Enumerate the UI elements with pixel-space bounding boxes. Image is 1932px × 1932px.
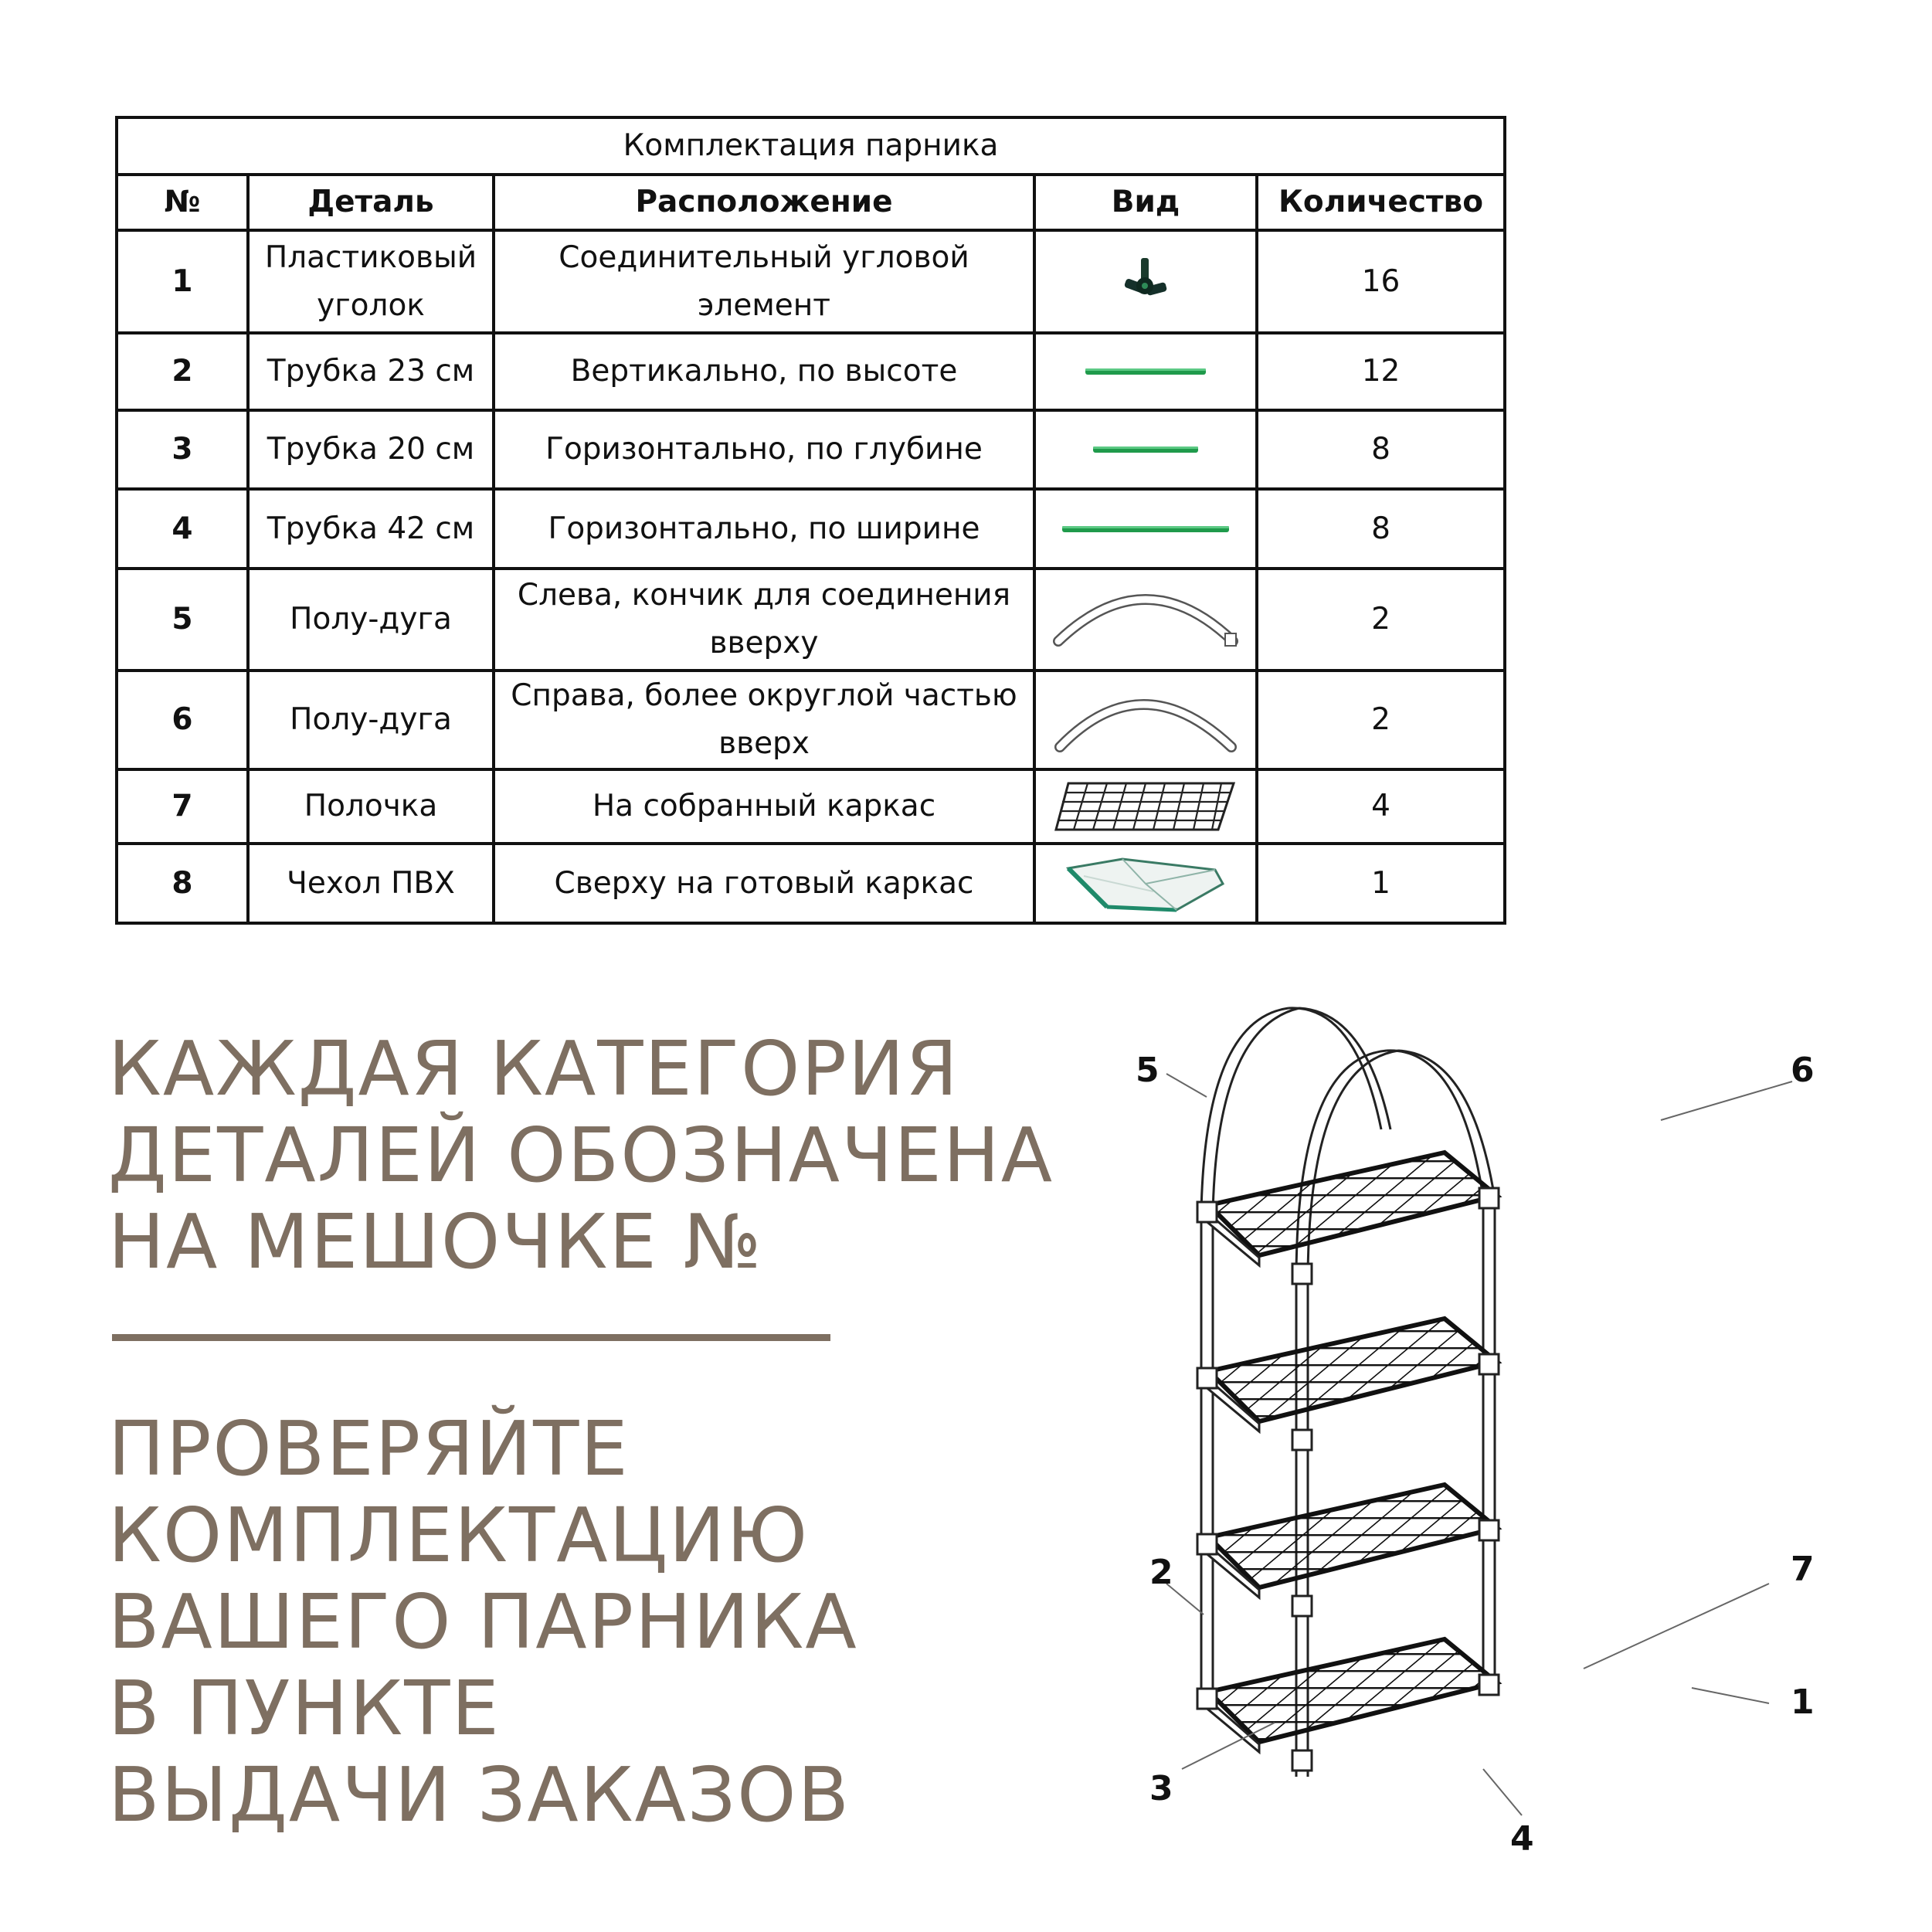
table-row bbox=[117, 333, 1505, 410]
row-location: Справа, более округлой частью вверх bbox=[494, 671, 1034, 769]
row-part: Полочка bbox=[248, 769, 494, 844]
pvc-cover-icon bbox=[1061, 853, 1231, 915]
row-view bbox=[1034, 671, 1257, 769]
row-qty: 8 bbox=[1257, 410, 1505, 489]
row-num: 8 bbox=[117, 844, 248, 923]
row-num: 3 bbox=[117, 410, 248, 489]
row-num: 6 bbox=[117, 671, 248, 769]
row-location: Слева, кончик для соединения вверху bbox=[494, 569, 1034, 671]
divider bbox=[112, 1334, 830, 1341]
notice-body: ПРОВЕРЯЙТЕ КОМПЛЕКТАЦИЮ ВАШЕГО ПАРНИКА В ПУНКТЕ ВЫДАЧИ ЗАКАЗОВ bbox=[108, 1405, 858, 1839]
callout-5: 5 bbox=[1136, 1051, 1160, 1090]
row-part: Полу-дуга bbox=[248, 569, 494, 671]
green-tube-icon bbox=[1092, 444, 1200, 455]
parts-table bbox=[115, 116, 1506, 925]
row-location: На собранный каркас bbox=[494, 769, 1034, 844]
row-view bbox=[1034, 844, 1257, 923]
row-num: 1 bbox=[117, 230, 248, 333]
row-part: Трубка 23 см bbox=[248, 333, 494, 410]
table-row bbox=[117, 489, 1505, 569]
table-caption: Комплектация парника bbox=[117, 117, 1505, 175]
header-qty: Количество bbox=[1257, 175, 1505, 230]
row-part: Чехол ПВХ bbox=[248, 844, 494, 923]
row-location: Горизонтально, по ширине bbox=[494, 489, 1034, 569]
callout-6: 6 bbox=[1791, 1051, 1815, 1090]
header-part: Деталь bbox=[248, 175, 494, 230]
row-qty: 1 bbox=[1257, 844, 1505, 923]
row-qty: 16 bbox=[1257, 230, 1505, 333]
table-row bbox=[117, 769, 1505, 844]
greenhouse-diagram bbox=[1120, 973, 1839, 1869]
header-num: № bbox=[117, 175, 248, 230]
row-part: Пластиковый уголок bbox=[248, 230, 494, 333]
half-arc-icon bbox=[1049, 684, 1242, 757]
shelf bbox=[1204, 1485, 1497, 1598]
callout-3: 3 bbox=[1149, 1769, 1173, 1808]
green-tube-icon bbox=[1061, 524, 1231, 535]
callout-1: 1 bbox=[1791, 1682, 1815, 1722]
row-qty: 2 bbox=[1257, 569, 1505, 671]
callout-2: 2 bbox=[1149, 1553, 1173, 1592]
header-view: Вид bbox=[1034, 175, 1257, 230]
row-part: Трубка 20 см bbox=[248, 410, 494, 489]
row-part: Полу-дуга bbox=[248, 671, 494, 769]
table-row bbox=[117, 410, 1505, 489]
row-num: 5 bbox=[117, 569, 248, 671]
shelf bbox=[1204, 1319, 1497, 1431]
wire-shelf-icon bbox=[1053, 779, 1238, 834]
table-row bbox=[117, 844, 1505, 923]
notice-heading: КАЖДАЯ КАТЕГОРИЯ ДЕТАЛЕЙ ОБОЗНАЧЕНА НА МЕШОЧКЕ № bbox=[108, 1025, 1054, 1285]
green-tube-icon bbox=[1084, 366, 1207, 377]
table-row bbox=[117, 230, 1505, 333]
row-view bbox=[1034, 410, 1257, 489]
callout-4: 4 bbox=[1510, 1819, 1534, 1859]
greenhouse-frame-illustration bbox=[1120, 973, 1839, 1869]
row-location: Вертикально, по высоте bbox=[494, 333, 1034, 410]
row-qty: 4 bbox=[1257, 769, 1505, 844]
half-arc-icon bbox=[1049, 581, 1242, 658]
row-location: Сверху на готовый каркас bbox=[494, 844, 1034, 923]
table-row bbox=[117, 569, 1505, 671]
row-view bbox=[1034, 489, 1257, 569]
row-view bbox=[1034, 230, 1257, 333]
row-view bbox=[1034, 769, 1257, 844]
corner-connector-icon bbox=[1119, 255, 1173, 309]
row-location: Соединительный угловой элемент bbox=[494, 230, 1034, 333]
table-row bbox=[117, 671, 1505, 769]
row-location: Горизонтально, по глубине bbox=[494, 410, 1034, 489]
row-qty: 12 bbox=[1257, 333, 1505, 410]
shelf bbox=[1204, 1639, 1497, 1752]
row-qty: 8 bbox=[1257, 489, 1505, 569]
shelf bbox=[1204, 1153, 1497, 1265]
row-num: 2 bbox=[117, 333, 248, 410]
header-location: Расположение bbox=[494, 175, 1034, 230]
row-part: Трубка 42 см bbox=[248, 489, 494, 569]
row-view bbox=[1034, 569, 1257, 671]
row-view bbox=[1034, 333, 1257, 410]
row-qty: 2 bbox=[1257, 671, 1505, 769]
row-num: 7 bbox=[117, 769, 248, 844]
callout-7: 7 bbox=[1791, 1550, 1815, 1589]
row-num: 4 bbox=[117, 489, 248, 569]
